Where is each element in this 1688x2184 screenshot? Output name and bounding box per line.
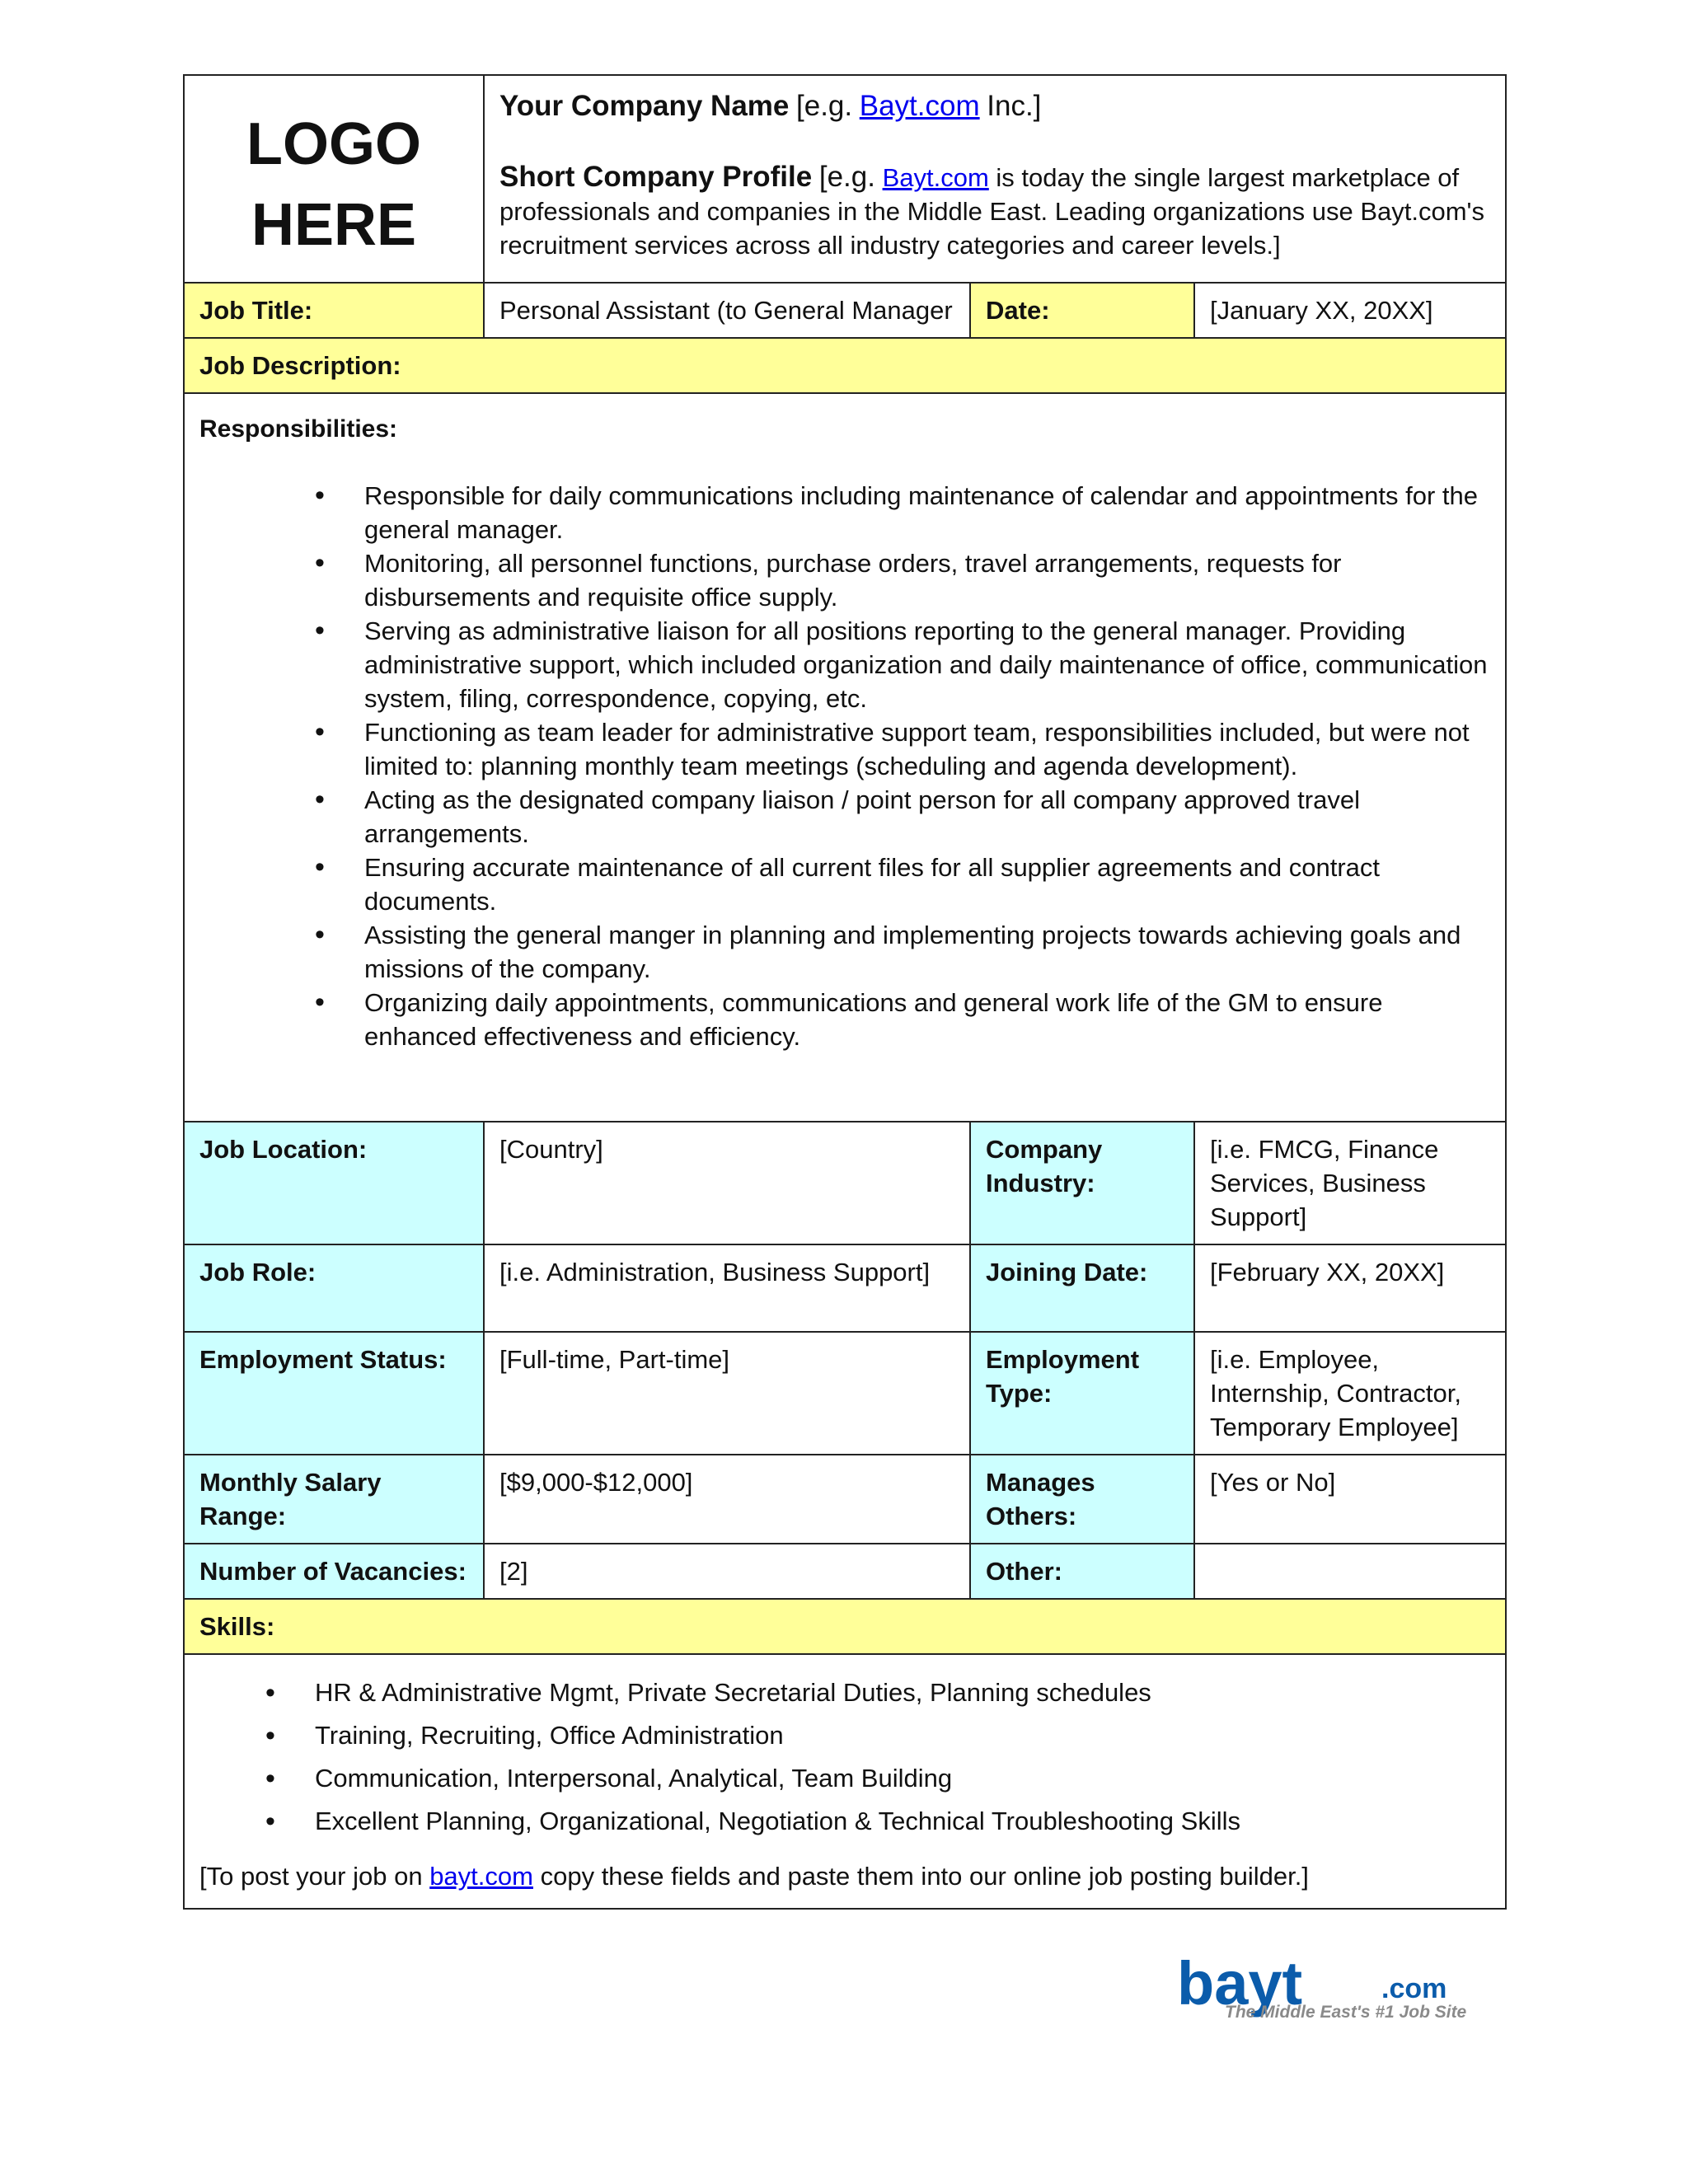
date-label: Date: xyxy=(970,283,1194,338)
job-location-label: Job Location: xyxy=(184,1122,484,1244)
logo-line-1: LOGO xyxy=(246,111,421,177)
company-industry-label: Company Industry: xyxy=(970,1122,1194,1244)
job-location-value[interactable]: [Country] xyxy=(484,1122,970,1244)
bayt-link[interactable]: Bayt.com xyxy=(859,90,980,122)
job-description-form xyxy=(183,74,1505,1910)
company-header-row xyxy=(184,75,1506,283)
manages-others-value[interactable]: [Yes or No] xyxy=(1194,1455,1506,1544)
job-description-label: Job Description: xyxy=(184,338,1506,393)
salary-label: Monthly Salary Range: xyxy=(184,1455,484,1544)
skills-cell xyxy=(184,1654,1506,1909)
manages-others-label: Manages Others: xyxy=(970,1455,1194,1544)
other-value[interactable] xyxy=(1194,1544,1506,1599)
job-title-value[interactable]: Personal Assistant (to General Manager xyxy=(484,283,970,338)
employment-type-label: Employment Type: xyxy=(970,1332,1194,1455)
other-label: Other: xyxy=(970,1544,1194,1599)
company-profile xyxy=(499,160,1490,262)
company-name-hint-prefix: [e.g. xyxy=(796,90,853,122)
responsibility-item: • Acting as the designated company liaison / point person for all company approved travel arrangements. xyxy=(364,783,1490,851)
job-title-row xyxy=(184,283,1506,338)
employment-type-value[interactable]: [i.e. Employee, Internship, Contractor, Temporary Employee] xyxy=(1194,1332,1506,1455)
responsibility-item: • Serving as administrative liaison for all positions reporting to the general manager. Providing administrative support, which included organization and daily maintenance of office, communication system, filing, correspondence, copying, etc. xyxy=(364,614,1490,715)
skills-header-row xyxy=(184,1599,1506,1654)
job-form-table xyxy=(183,74,1507,1910)
date-value[interactable]: [January XX, 20XX] xyxy=(1194,283,1506,338)
responsibilities-label: Responsibilities: xyxy=(199,415,398,443)
skill-item: • Training, Recruiting, Office Administration xyxy=(315,1714,1490,1757)
employment-status-label: Employment Status: xyxy=(184,1332,484,1455)
logo-line-2: HERE xyxy=(251,192,417,258)
profile-label: Short Company Profile xyxy=(499,161,813,193)
vacancies-value[interactable]: [2] xyxy=(484,1544,970,1599)
responsibility-item: • Responsible for daily communications including maintenance of calendar and appointments for the general manager. xyxy=(364,479,1490,546)
salary-row xyxy=(184,1455,1506,1544)
responsibilities-row xyxy=(184,393,1506,1122)
skill-item: • HR & Administrative Mgmt, Private Secretarial Duties, Planning schedules xyxy=(315,1671,1490,1714)
responsibilities-cell xyxy=(184,393,1506,1122)
joining-date-value[interactable]: [February XX, 20XX] xyxy=(1194,1244,1506,1332)
responsibility-item: • Assisting the general manger in planning and implementing projects towards achieving goals and missions of the company. xyxy=(364,918,1490,986)
profile-hint-prefix: [e.g. xyxy=(818,161,875,193)
bayt-logo-suffix: .com xyxy=(1381,1973,1447,2004)
employment-row xyxy=(184,1332,1506,1455)
job-title-label: Job Title: xyxy=(184,283,484,338)
responsibilities-list xyxy=(199,479,1490,1053)
bayt-tagline: The Middle East's #1 Job Site xyxy=(1225,2003,1467,2022)
company-name-hint-suffix: Inc.] xyxy=(987,90,1042,122)
posting-note-prefix: [To post your job on xyxy=(199,1862,423,1891)
job-location-row xyxy=(184,1122,1506,1244)
profile-hint-text: is today the single largest marketplace of professionals and companies in the Middle East. Leading organizations use Bayt.com's recruitment services across all industry categories and career levels.] xyxy=(499,163,1484,260)
posting-bayt-link[interactable]: bayt.com xyxy=(429,1862,533,1891)
vacancies-row xyxy=(184,1544,1506,1599)
vacancies-label: Number of Vacancies: xyxy=(184,1544,484,1599)
skills-list xyxy=(199,1671,1490,1843)
company-name-line xyxy=(499,89,1490,124)
job-role-row xyxy=(184,1244,1506,1332)
posting-note xyxy=(199,1859,1490,1893)
salary-value[interactable]: [$9,000-$12,000] xyxy=(484,1455,970,1544)
skills-row xyxy=(184,1654,1506,1909)
company-industry-value[interactable]: [i.e. FMCG, Finance Services, Business Support] xyxy=(1194,1122,1506,1244)
joining-date-label: Joining Date: xyxy=(970,1244,1194,1332)
skill-item: • Communication, Interpersonal, Analytical, Team Building xyxy=(315,1757,1490,1800)
responsibility-item: • Ensuring accurate maintenance of all current files for all supplier agreements and contract documents. xyxy=(364,851,1490,918)
logo-placeholder xyxy=(184,75,484,283)
skills-label: Skills: xyxy=(184,1599,1506,1654)
logo-text xyxy=(199,92,468,265)
responsibility-item: • Organizing daily appointments, communications and general work life of the GM to ensure enhanced effectiveness and efficiency. xyxy=(364,986,1490,1053)
skill-item: • Excellent Planning, Organizational, Negotiation & Technical Troubleshooting Skills xyxy=(315,1800,1490,1843)
job-role-value[interactable]: [i.e. Administration, Business Support] xyxy=(484,1244,970,1332)
responsibility-item: • Functioning as team leader for administrative support team, responsibilities included, but were not limited to: planning monthly team meetings (scheduling and agenda development). xyxy=(364,715,1490,783)
company-info-cell xyxy=(484,75,1506,283)
company-name-label: Your Company Name xyxy=(499,90,790,122)
posting-note-suffix: copy these fields and paste them into our online job posting builder.] xyxy=(540,1862,1309,1891)
job-role-label: Job Role: xyxy=(184,1244,484,1332)
profile-bayt-link[interactable]: Bayt.com xyxy=(882,163,989,192)
job-description-row xyxy=(184,338,1506,393)
responsibility-item: • Monitoring, all personnel functions, purchase orders, travel arrangements, requests for disbursements and requisite office supply. xyxy=(364,546,1490,614)
employment-status-value[interactable]: [Full-time, Part-time] xyxy=(484,1332,970,1455)
bayt-logo-text: bayt xyxy=(1177,1953,1303,2018)
